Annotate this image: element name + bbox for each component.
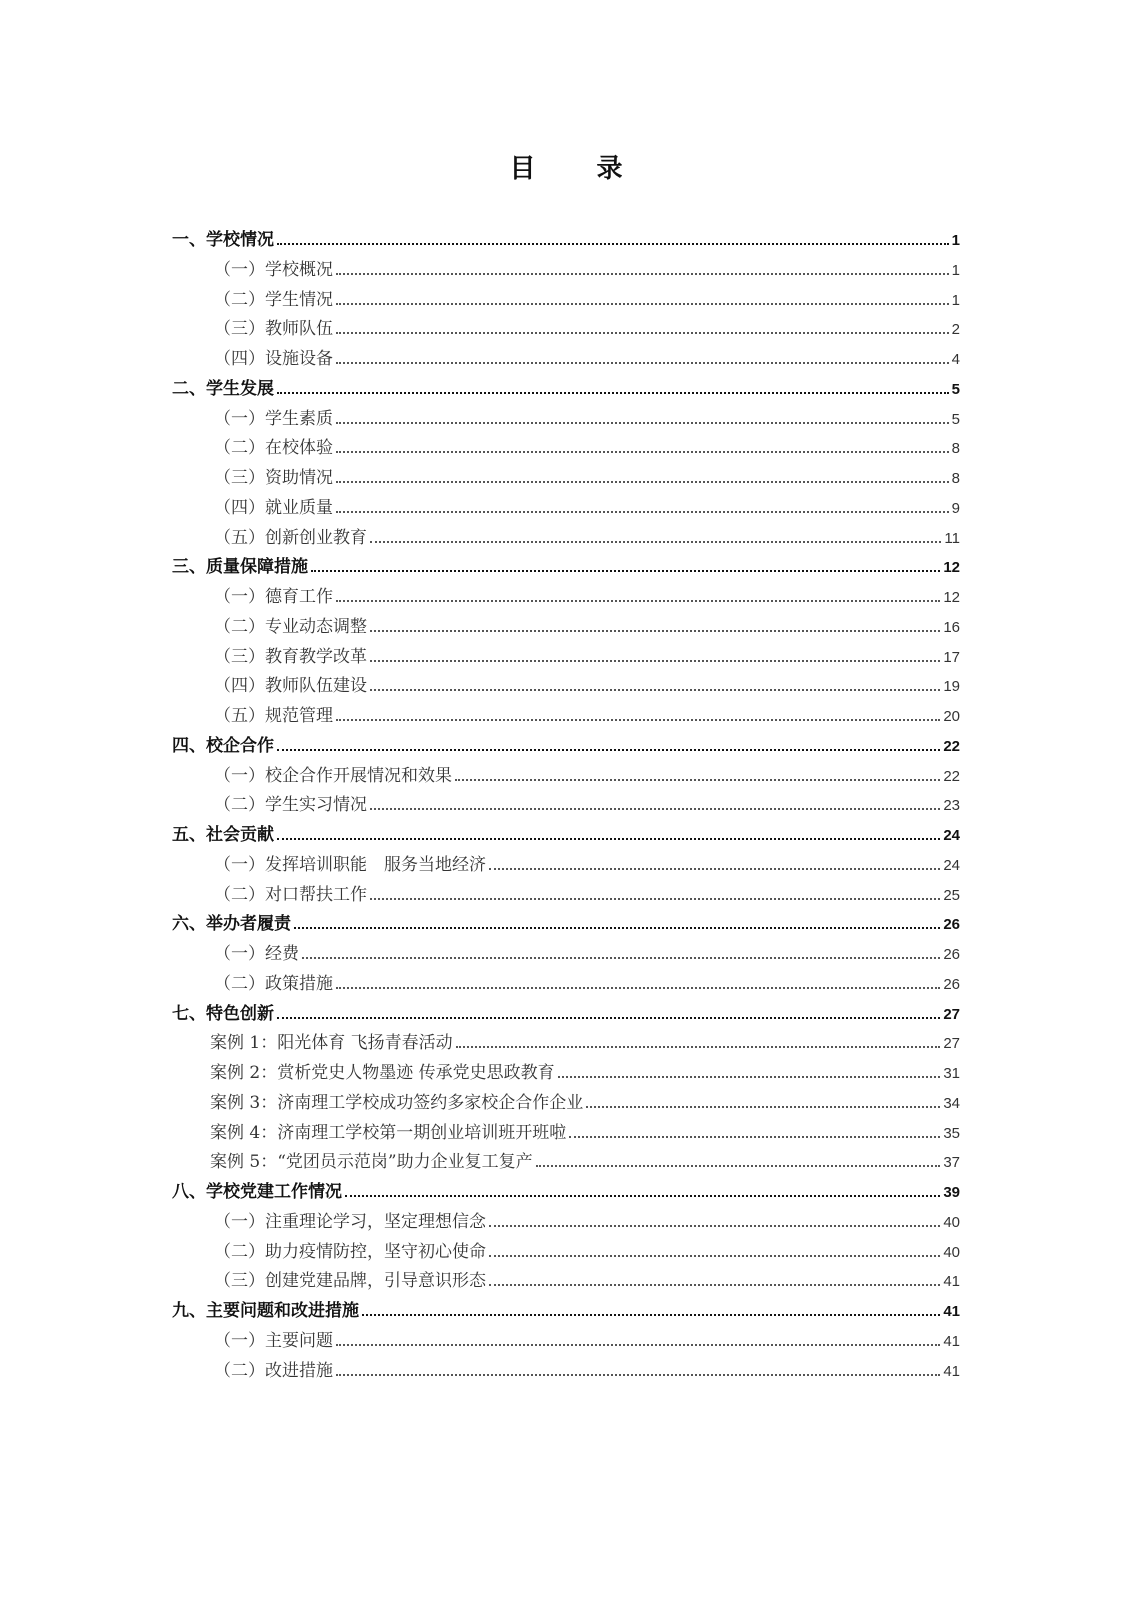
toc-page-number: 1 [951, 291, 960, 309]
toc-section-entry[interactable] [172, 256, 960, 286]
toc-page-number: 27 [943, 1005, 960, 1023]
toc-page-number: 19 [943, 678, 960, 696]
toc-chapter-entry[interactable] [172, 821, 960, 851]
toc-page-number: 17 [943, 648, 960, 666]
toc-page-number: 8 [951, 470, 960, 487]
toc-section-entry[interactable] [172, 315, 960, 345]
toc-leader-dots [277, 838, 940, 840]
toc-chapter-entry[interactable] [172, 1297, 960, 1327]
toc-entry-label: 案例 1：阳光体育 飞扬青春活动 [210, 1033, 453, 1054]
table-of-contents [172, 226, 960, 1386]
toc-leader-dots [336, 303, 949, 305]
toc-leader-dots [558, 1076, 941, 1078]
toc-entry-label: （四）设施设备 [214, 349, 333, 369]
toc-leader-dots [294, 927, 940, 929]
toc-page-number: 22 [943, 737, 960, 755]
toc-section-entry[interactable] [172, 672, 960, 702]
toc-entry-label: 案例 3：济南理工学校成功签约多家校企合作企业 [210, 1092, 584, 1113]
toc-entry-label: （四）就业质量 [214, 497, 333, 518]
toc-page-number: 5 [951, 380, 960, 398]
toc-section-entry[interactable] [172, 1148, 960, 1178]
toc-leader-dots [336, 1374, 940, 1376]
toc-leader-dots [277, 392, 949, 394]
toc-entry-label: （二）对口帮扶工作 [214, 884, 367, 905]
toc-entry-label: 八、学校党建工作情况 [172, 1182, 342, 1202]
toc-page-number: 12 [943, 589, 960, 606]
toc-section-entry[interactable] [172, 1327, 960, 1357]
toc-page-number: 20 [943, 708, 960, 725]
toc-entry-label: （五）规范管理 [214, 706, 333, 726]
toc-page-number: 40 [943, 1213, 960, 1231]
toc-chapter-entry[interactable] [172, 553, 960, 583]
toc-page-number: 25 [943, 886, 960, 904]
toc-leader-dots [370, 808, 940, 810]
toc-page-number: 5 [951, 410, 960, 428]
toc-section-entry[interactable] [172, 881, 960, 911]
toc-leader-dots [336, 332, 949, 334]
toc-page-number: 31 [943, 1065, 960, 1082]
toc-chapter-entry[interactable] [172, 732, 960, 762]
toc-section-entry[interactable] [172, 643, 960, 673]
toc-leader-dots [336, 422, 949, 424]
toc-entry-label: （一）发挥培训职能 服务当地经济 [214, 854, 486, 875]
toc-page-number: 35 [943, 1124, 960, 1142]
toc-page-number: 22 [943, 767, 960, 785]
toc-entry-label: 案例 4：济南理工学校第一期创业培训班开班啦 [210, 1122, 567, 1143]
toc-page-number: 41 [943, 1362, 960, 1380]
toc-section-entry[interactable] [172, 762, 960, 792]
toc-page-number: 41 [943, 1332, 960, 1350]
toc-entry-label: （四）教师队伍建设 [214, 676, 367, 697]
toc-entry-label: （二）专业动态调整 [214, 616, 367, 637]
toc-page-number: 11 [944, 529, 960, 547]
toc-section-entry[interactable] [172, 1357, 960, 1387]
toc-section-entry[interactable] [172, 791, 960, 821]
toc-section-entry[interactable] [172, 702, 960, 732]
toc-leader-dots [370, 689, 940, 691]
toc-entry-label: （一）主要问题 [214, 1330, 333, 1351]
toc-leader-dots [336, 451, 949, 453]
toc-chapter-entry[interactable] [172, 226, 960, 256]
toc-leader-dots [336, 511, 949, 513]
toc-page-number: 34 [943, 1094, 960, 1112]
toc-section-entry[interactable] [172, 613, 960, 643]
toc-leader-dots [370, 660, 940, 662]
toc-entry-label: 案例 2：赏析党史人物墨迹 传承党史思政教育 [210, 1063, 555, 1083]
toc-entry-label: （二）在校体验 [214, 438, 333, 459]
toc-entry-label: 三、质量保障措施 [172, 557, 308, 578]
toc-page-number: 2 [951, 321, 960, 339]
toc-entry-label: （三）创建党建品牌，引导意识形态 [214, 1271, 486, 1292]
toc-page-number: 12 [943, 559, 960, 577]
toc-section-entry[interactable] [172, 1267, 960, 1297]
toc-entry-label: （三）资助情况 [214, 468, 333, 488]
toc-leader-dots [336, 273, 949, 275]
toc-chapter-entry[interactable] [172, 910, 960, 940]
toc-leader-dots [586, 1106, 940, 1108]
toc-section-entry[interactable] [172, 583, 960, 613]
toc-leader-dots [302, 957, 940, 959]
toc-entry-label: 五、社会贡献 [172, 825, 274, 845]
toc-leader-dots [336, 481, 949, 483]
toc-entry-label: （二）学生实习情况 [214, 795, 367, 816]
toc-section-entry[interactable] [172, 1119, 960, 1149]
toc-entry-label: 六、举办者履责 [172, 914, 291, 935]
toc-leader-dots [489, 1255, 940, 1257]
toc-entry-label: （一）德育工作 [214, 587, 333, 607]
toc-section-entry[interactable] [172, 286, 960, 316]
toc-page-number: 39 [943, 1184, 960, 1201]
toc-chapter-entry[interactable] [172, 1000, 960, 1030]
toc-entry-label: 一、学校情况 [172, 230, 274, 250]
toc-entry-label: 九、主要问题和改进措施 [172, 1301, 359, 1321]
toc-section-entry[interactable] [172, 1208, 960, 1238]
toc-page-number: 27 [943, 1035, 960, 1053]
toc-chapter-entry[interactable] [172, 1178, 960, 1208]
toc-entry-label: （二）改进措施 [214, 1360, 333, 1381]
toc-entry-label: 四、校企合作 [172, 735, 274, 756]
toc-entry-label: （一）经费 [214, 944, 299, 964]
toc-entry-label: （二）学生情况 [214, 289, 333, 310]
toc-page-number: 1 [951, 232, 960, 249]
toc-entry-label: （三）教师队伍 [214, 319, 333, 340]
toc-leader-dots [277, 749, 940, 751]
toc-section-entry[interactable] [172, 434, 960, 464]
toc-section-entry[interactable] [172, 524, 960, 554]
toc-leader-dots [536, 1165, 941, 1167]
toc-section-entry[interactable] [172, 1029, 960, 1059]
toc-entry-label: （一）学生素质 [214, 408, 333, 429]
toc-leader-dots [345, 1195, 940, 1197]
toc-page-number: 4 [951, 351, 960, 368]
toc-leader-dots [370, 541, 941, 543]
toc-chapter-entry[interactable] [172, 375, 960, 405]
toc-section-entry[interactable] [172, 1089, 960, 1119]
toc-entry-label: （一）校企合作开展情况和效果 [214, 765, 452, 786]
toc-page-number: 40 [943, 1243, 960, 1261]
toc-page-number: 37 [943, 1154, 960, 1172]
toc-leader-dots [336, 987, 940, 989]
toc-entry-label: （二）政策措施 [214, 973, 333, 994]
toc-page-number: 1 [951, 261, 960, 279]
toc-section-entry[interactable] [172, 405, 960, 435]
toc-page-number: 24 [943, 856, 960, 874]
toc-page-number: 41 [943, 1303, 960, 1320]
toc-leader-dots [489, 868, 940, 870]
toc-leader-dots [370, 630, 940, 632]
toc-entry-label: （二）助力疫情防控，坚守初心使命 [214, 1241, 486, 1262]
toc-entry-label: （一）注重理论学习，坚定理想信念 [214, 1211, 486, 1232]
toc-section-entry[interactable] [172, 1238, 960, 1268]
toc-section-entry[interactable] [172, 494, 960, 524]
toc-section-entry[interactable] [172, 970, 960, 1000]
toc-leader-dots [455, 779, 940, 781]
toc-entry-label: （三）教育教学改革 [214, 646, 367, 667]
toc-leader-dots [489, 1284, 940, 1286]
toc-section-entry[interactable] [172, 1059, 960, 1089]
toc-page-number: 26 [943, 975, 960, 993]
toc-leader-dots [569, 1136, 940, 1138]
toc-section-entry[interactable] [172, 464, 960, 494]
toc-leader-dots [489, 1225, 940, 1227]
toc-page-number: 9 [951, 499, 960, 517]
toc-page-number: 8 [951, 440, 960, 458]
toc-section-entry[interactable] [172, 345, 960, 375]
toc-leader-dots [277, 243, 949, 245]
toc-entry-label: 七、特色创新 [172, 1003, 274, 1024]
toc-page-number: 41 [943, 1273, 960, 1291]
page-title: 目 录 [509, 154, 649, 184]
toc-leader-dots [362, 1314, 940, 1316]
toc-leader-dots [336, 600, 940, 602]
toc-leader-dots [277, 1017, 940, 1019]
toc-leader-dots [336, 719, 940, 721]
toc-page-number: 24 [943, 827, 960, 844]
toc-page-number: 23 [943, 797, 960, 815]
toc-leader-dots [456, 1046, 941, 1048]
toc-leader-dots [311, 570, 940, 572]
toc-section-entry[interactable] [172, 851, 960, 881]
toc-page-number: 26 [943, 946, 960, 963]
toc-leader-dots [336, 362, 949, 364]
toc-section-entry[interactable] [172, 940, 960, 970]
toc-leader-dots [370, 898, 940, 900]
toc-entry-label: （五）创新创业教育 [214, 527, 367, 548]
toc-entry-label: （一）学校概况 [214, 259, 333, 280]
toc-page-number: 26 [943, 916, 960, 934]
toc-page-number: 16 [943, 618, 960, 636]
toc-entry-label: 案例 5：“党团员示范岗”助力企业复工复产 [210, 1152, 533, 1173]
toc-entry-label: 二、学生发展 [172, 378, 274, 399]
toc-leader-dots [336, 1344, 940, 1346]
